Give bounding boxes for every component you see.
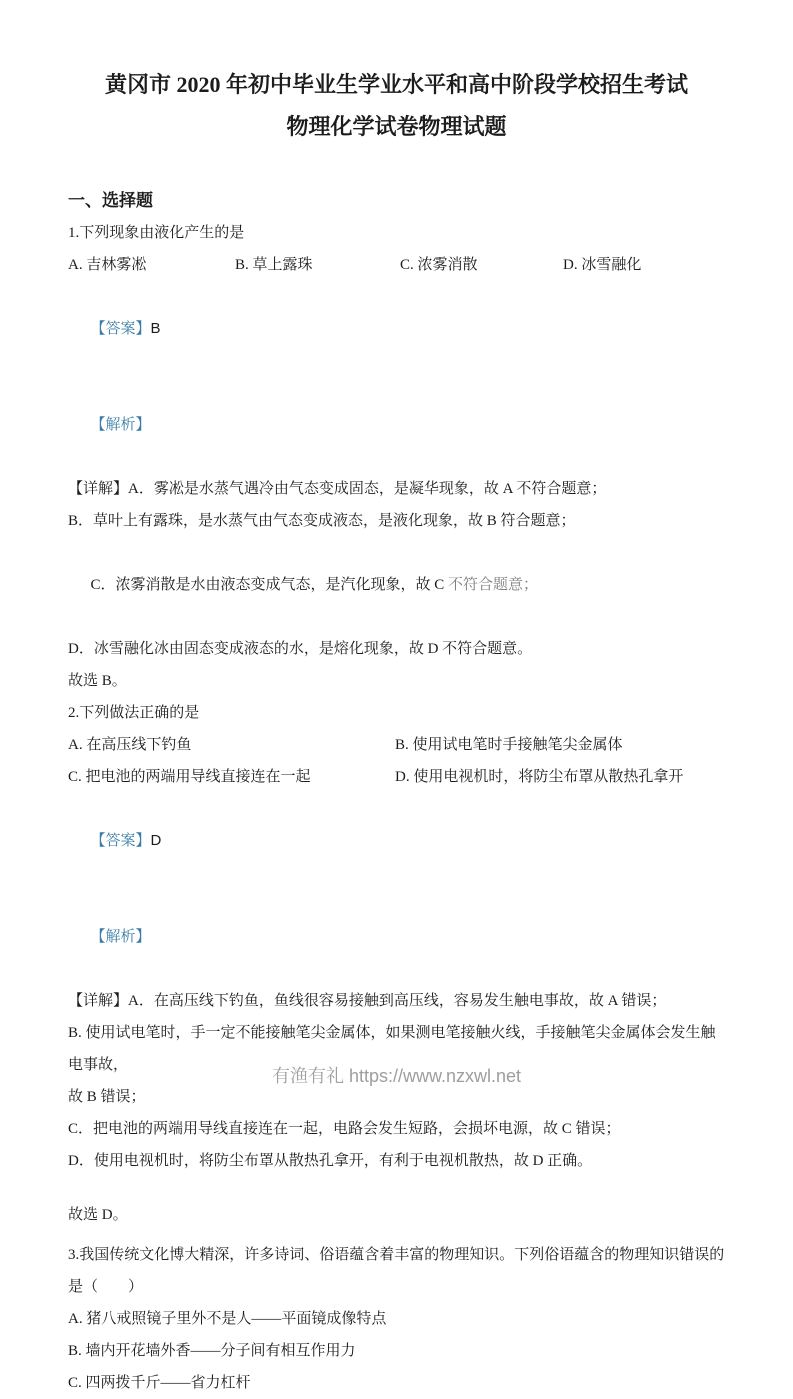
question-2-detail-b-line2: 故 B 错误； <box>68 1089 146 1105</box>
question-2-detail-d: D．使用电视机时，将防尘布罩从散热孔拿开，有利于电视机散热，故 D 正确。 <box>68 1153 593 1169</box>
footer-watermark: 有渔有礼 https://www.nzxwl.net <box>271 1066 522 1086</box>
question-2-detail-a: 【详解】A．在高压线下钓鱼，鱼线很容易接触到高压线，容易发生触电事故，故 A 错误； <box>68 993 667 1009</box>
question-3-option-a: A. 猪八戒照镜子里外不是人——平面镜成像特点 <box>68 1311 387 1327</box>
analysis-label: 【解析】 <box>90 417 151 433</box>
question-1-option-a: A. 吉林雾凇 <box>68 257 147 273</box>
question-1-answer-value: B <box>150 320 161 337</box>
question-2-detail-c: C．把电池的两端用导线直接连在一起，电路会发生短路，会损坏电源，故 C 错误； <box>68 1121 621 1137</box>
question-2-answer-row <box>68 793 727 889</box>
question-1-detail-c-main: C．浓雾消散是水由液态变成气态，是汽化现象，故 C <box>90 577 449 593</box>
question-3-option-c: C. 四两拨千斤——省力杠杆 <box>68 1375 251 1391</box>
question-2-option-c: C. 把电池的两端用导线直接连在一起 <box>68 769 311 785</box>
question-1-detail-d: D．冰雪融化冰由固态变成液态的水，是熔化现象，故 D 不符合题意。 <box>68 641 533 657</box>
question-1-detail-a: 【详解】A．雾凇是水蒸气遇冷由气态变成固态，是凝华现象，故 A 不符合题意； <box>68 481 607 497</box>
question-2-detail-b-line1: B. 使用试电笔时，手一定不能接触笔尖金属体，如果测电笔接触火线，手接触笔尖金属体会发生触电事故， <box>68 1025 716 1073</box>
answer-label: 【答案】 <box>90 833 151 849</box>
question-3-option-b: B. 墙内开花墙外香——分子间有相互作用力 <box>68 1343 356 1359</box>
question-2-answer-value: D <box>150 832 162 849</box>
question-1-detail-c <box>68 537 727 633</box>
question-1-conclusion: 故选 B。 <box>68 673 127 689</box>
question-2-stem: 2.下列做法正确的是 <box>68 705 200 721</box>
question-1-detail-c-suffix: 不符合题意； <box>448 577 539 593</box>
question-1-option-d: D. 冰雪融化 <box>563 257 642 273</box>
question-1-detail-b: B．草叶上有露珠，是水蒸气由气态变成液态，是液化现象，故 B 符合题意； <box>68 513 576 529</box>
question-2-option-a: A. 在高压线下钓鱼 <box>68 737 192 753</box>
document-header <box>0 0 793 142</box>
question-1-option-b: B. 草上露珠 <box>235 257 313 273</box>
question-2-option-d: D. 使用电视机时，将防尘布罩从散热孔拿开 <box>395 769 684 785</box>
question-1-stem: 1.下列现象由液化产生的是 <box>68 225 245 241</box>
section-heading: 一、选择题 <box>68 191 153 210</box>
document-title-line1: 黄冈市 2020 年初中毕业生学业水平和高中阶段学校招生考试 <box>104 72 688 97</box>
question-1-option-c: C. 浓雾消散 <box>400 257 478 273</box>
question-1-options <box>68 249 727 281</box>
question-1-answer-row <box>68 281 727 377</box>
document-body <box>68 185 727 1399</box>
analysis-label: 【解析】 <box>90 929 151 945</box>
document-title-line2: 物理化学试卷物理试题 <box>286 114 507 139</box>
question-3-stem: 3.我国传统文化博大精深，许多诗词、俗语蕴含着丰富的物理知识。下列俗语蕴含的物理知识错误的是（ ） <box>68 1247 725 1295</box>
question-2-analysis-row <box>68 889 727 985</box>
question-2-conclusion: 故选 D。 <box>68 1207 128 1223</box>
answer-label: 【答案】 <box>90 321 151 337</box>
question-1-analysis-row <box>68 377 727 473</box>
question-2-options-row2 <box>68 761 727 793</box>
question-2-options-row1 <box>68 729 727 761</box>
question-2-option-b: B. 使用试电笔时手接触笔尖金属体 <box>395 737 623 753</box>
